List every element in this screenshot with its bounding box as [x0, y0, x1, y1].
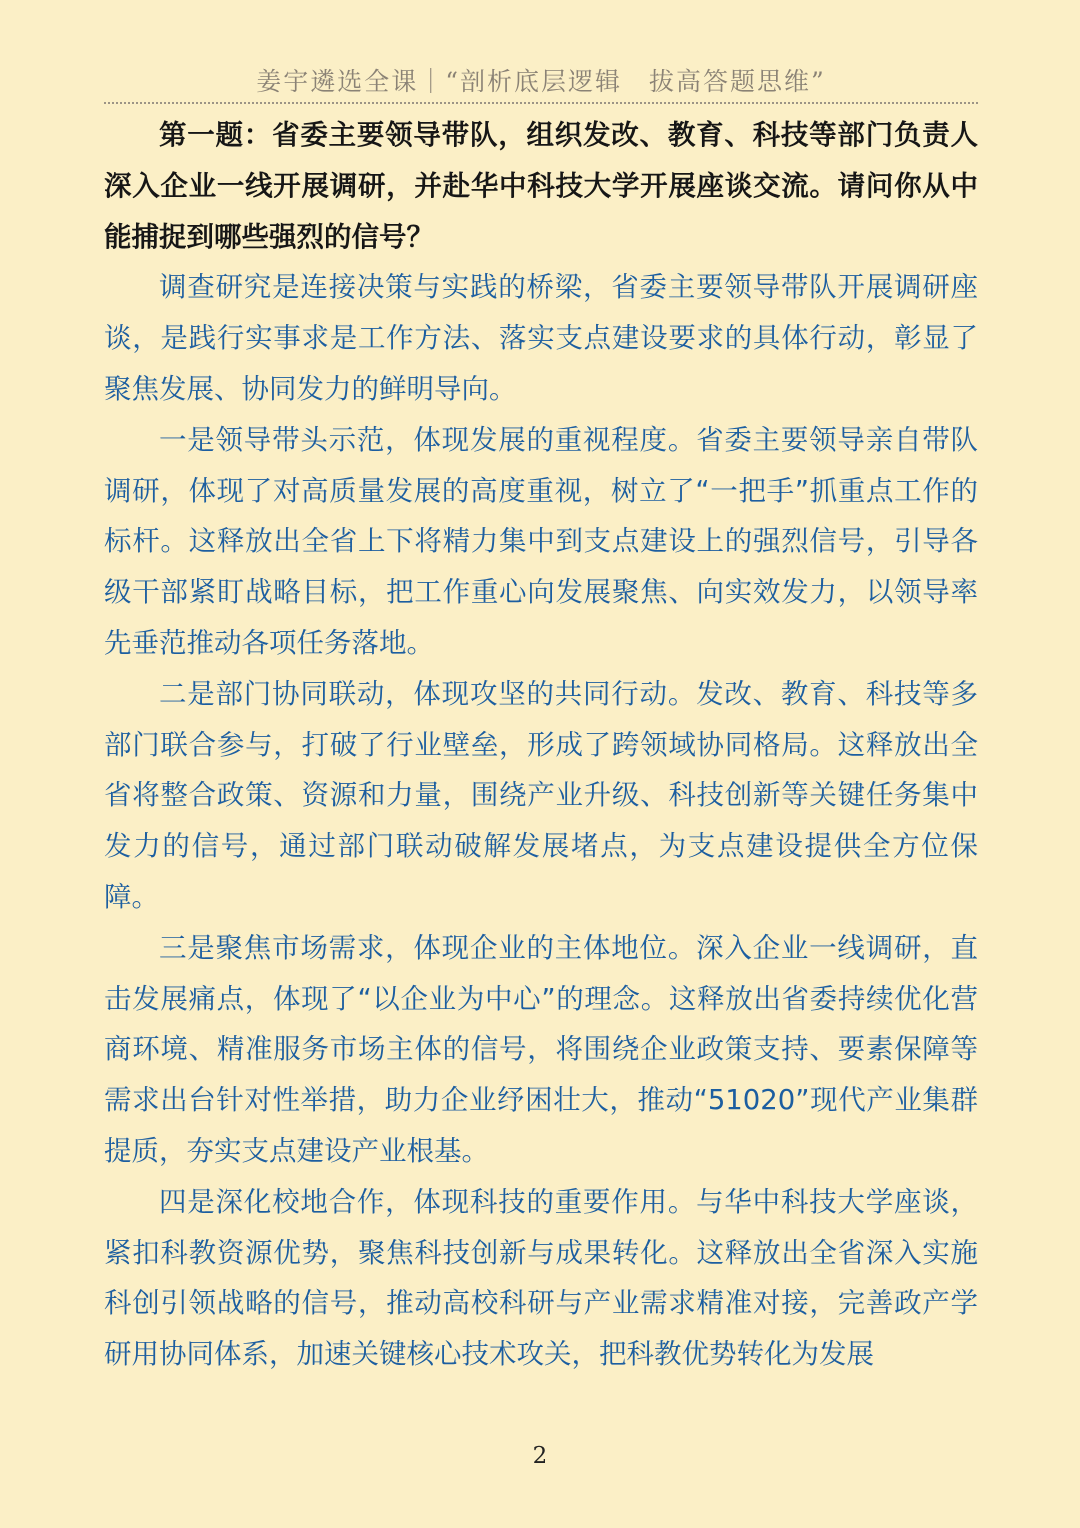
page-body [104, 110, 978, 1380]
answer-paragraph-point-1: 一是领导带头示范，体现发展的重视程度。省委主要领导亲自带队调研，体现了对高质量发展的高度重视，树立了“一把手”抓重点工作的标杆。这释放出全省上下将精力集中到支点建设上的强烈信号，引导各级干部紧盯战略目标，把工作重心向发展聚焦、向实效发力，以领导率先垂范推动各项任务落地。 [104, 423, 978, 659]
header-divider [104, 102, 978, 104]
page-number: 2 [532, 1443, 548, 1469]
page-header: 姜宇遴选全课｜“剖析底层逻辑 拔高答题思维” [256, 67, 826, 96]
answer-paragraph-point-2: 二是部门协同联动，体现攻坚的共同行动。发改、教育、科技等多部门联合参与，打破了行业壁垒，形成了跨领域协同格局。这释放出全省将整合政策、资源和力量，围绕产业升级、科技创新等关键任务集中发力的信号，通过部门联动破解发展堵点，为支点建设提供全方位保障。 [104, 677, 978, 913]
answer-paragraph-point-4: 四是深化校地合作，体现科技的重要作用。与华中科技大学座谈，紧扣科教资源优势，聚焦科技创新与成果转化。这释放出全省深入实施科创引领战略的信号，推动高校科研与产业需求精准对接，完善政产学研用协同体系，加速关键核心技术攻关，把科教优势转化为发展 [104, 1185, 978, 1371]
answer-paragraph-intro: 调查研究是连接决策与实践的桥梁，省委主要领导带队开展调研座谈，是践行实事求是工作方法、落实支点建设要求的具体行动，彰显了聚焦发展、协同发力的鲜明导向。 [104, 271, 978, 405]
question-paragraph: 第一题：省委主要领导带队，组织发改、教育、科技等部门负责人深入企业一线开展调研，并赴华中科技大学开展座谈交流。请问你从中能捕捉到哪些强烈的信号？ [104, 119, 978, 253]
answer-paragraph-point-3: 三是聚焦市场需求，体现企业的主体地位。深入企业一线调研，直击发展痛点，体现了“以企业为中心”的理念。这释放出省委持续优化营商环境、精准服务市场主体的信号，将围绕企业政策支持、要素保障等需求出台针对性举措，助力企业纾困壮大，推动“51020”现代产业集群提质，夯实支点建设产业根基。 [104, 931, 978, 1167]
